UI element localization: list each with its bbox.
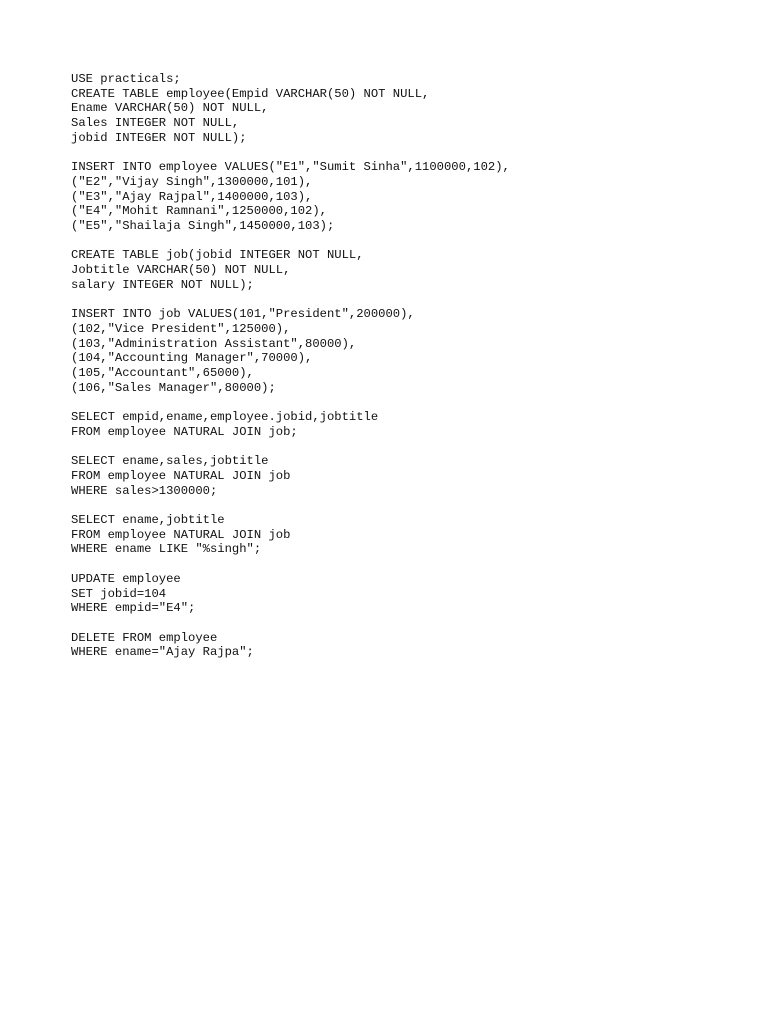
code-line: INSERT INTO job VALUES(101,"President",200000), bbox=[71, 307, 415, 322]
code-line: ("E4","Mohit Ramnani",1250000,102), bbox=[71, 204, 327, 219]
code-line: ("E5","Shailaja Singh",1450000,103); bbox=[71, 219, 335, 234]
code-line: WHERE sales>1300000; bbox=[71, 483, 218, 498]
sql-statement-block bbox=[71, 248, 510, 292]
code-line: FROM employee NATURAL JOIN job bbox=[71, 468, 291, 483]
code-line: CREATE TABLE employee(Empid VARCHAR(50) NOT NULL, bbox=[71, 86, 430, 101]
code-line: (106,"Sales Manager",80000); bbox=[71, 380, 276, 395]
code-line: WHERE empid="E4"; bbox=[71, 601, 196, 616]
sql-statement-block bbox=[71, 454, 510, 498]
code-line: (104,"Accounting Manager",70000), bbox=[71, 351, 313, 366]
sql-statement-block bbox=[71, 410, 510, 439]
code-line: (103,"Administration Assistant",80000), bbox=[71, 336, 357, 351]
code-line: ("E2","Vijay Singh",1300000,101), bbox=[71, 174, 313, 189]
code-line: jobid INTEGER NOT NULL); bbox=[71, 130, 247, 145]
sql-statement-block bbox=[71, 307, 510, 395]
code-line: USE practicals; bbox=[71, 72, 181, 86]
code-line: CREATE TABLE job(jobid INTEGER NOT NULL, bbox=[71, 248, 364, 263]
sql-statement-block bbox=[71, 160, 510, 234]
sql-statement-block bbox=[71, 513, 510, 557]
sql-statement-block bbox=[71, 631, 510, 660]
code-line: WHERE ename="Ajay Rajpa"; bbox=[71, 645, 254, 660]
code-line: WHERE ename LIKE "%singh"; bbox=[71, 542, 262, 557]
sql-code-body bbox=[71, 72, 510, 675]
code-line: SELECT empid,ename,employee.jobid,jobtitle bbox=[71, 410, 379, 425]
code-line: UPDATE employee bbox=[71, 571, 181, 586]
code-line: (105,"Accountant",65000), bbox=[71, 366, 254, 381]
code-line: SET jobid=104 bbox=[71, 586, 167, 601]
code-line: FROM employee NATURAL JOIN job; bbox=[71, 424, 298, 439]
code-line: ("E3","Ajay Rajpal",1400000,103), bbox=[71, 189, 313, 204]
code-line: SELECT ename,sales,jobtitle bbox=[71, 454, 269, 469]
code-line: Jobtitle VARCHAR(50) NOT NULL, bbox=[71, 263, 291, 278]
code-line: salary INTEGER NOT NULL); bbox=[71, 277, 254, 292]
code-line: FROM employee NATURAL JOIN job bbox=[71, 527, 291, 542]
code-line: Sales INTEGER NOT NULL, bbox=[71, 116, 240, 131]
code-line: INSERT INTO employee VALUES("E1","Sumit Sinha",1100000,102), bbox=[71, 160, 510, 175]
code-line: SELECT ename,jobtitle bbox=[71, 513, 225, 527]
sql-statement-block bbox=[71, 572, 510, 616]
code-line: (102,"Vice President",125000), bbox=[71, 321, 291, 336]
code-line: Ename VARCHAR(50) NOT NULL, bbox=[71, 101, 269, 116]
code-line: DELETE FROM employee bbox=[71, 630, 218, 645]
sql-statement-block bbox=[71, 72, 510, 146]
